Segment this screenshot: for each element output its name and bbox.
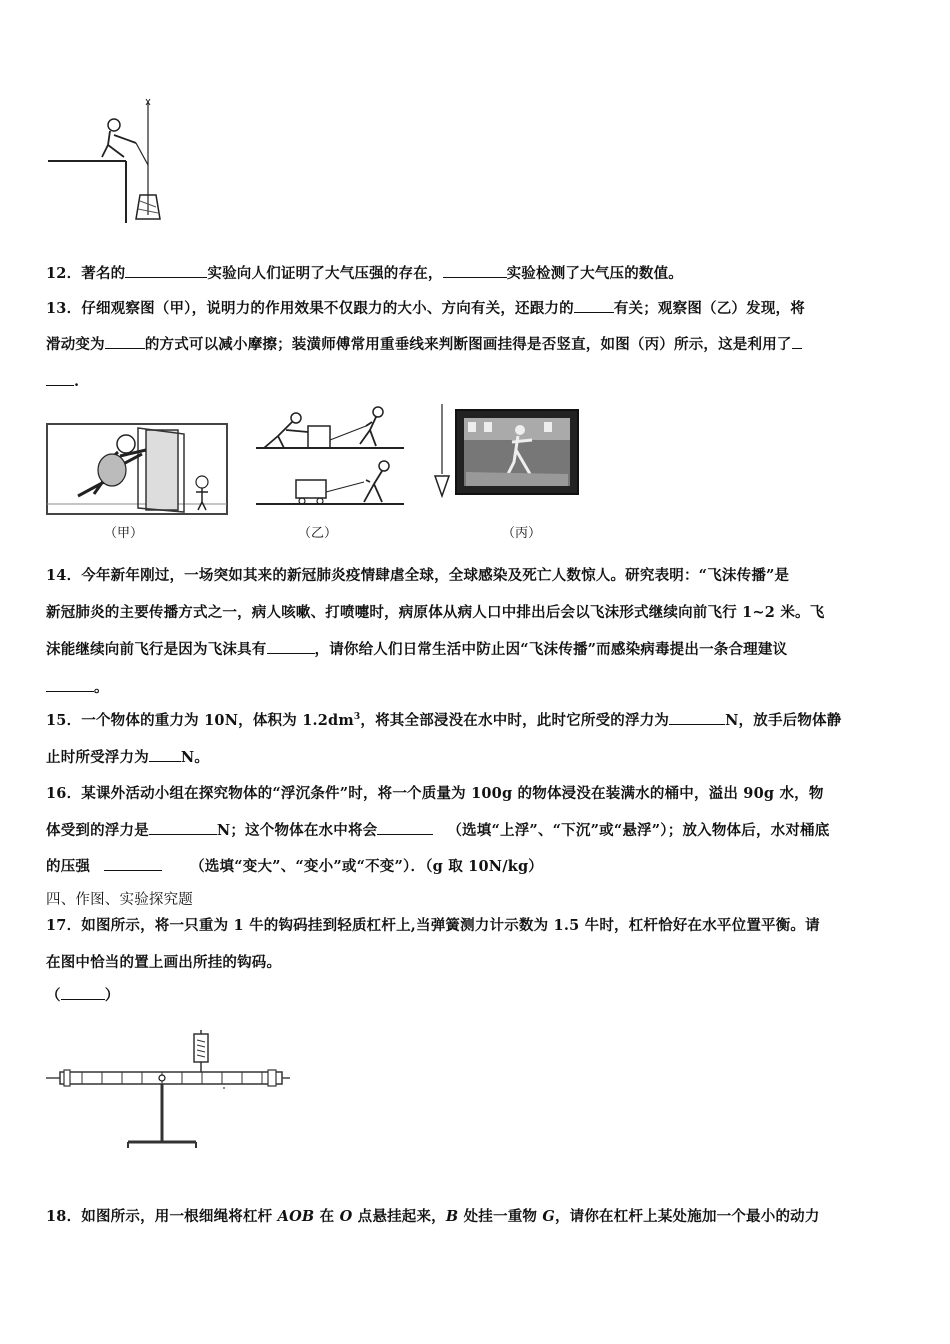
answer-blank[interactable] <box>792 333 802 349</box>
figure-caption: （甲） <box>104 526 144 541</box>
answer-blank[interactable] <box>377 819 433 835</box>
question-14-line-4: 。 <box>46 676 904 697</box>
question-16-line-3: 的压强 （选填“变大”、“变小”或“不变”）．（g 取 10N/kg） <box>46 855 904 876</box>
answer-blank[interactable] <box>267 638 315 654</box>
question-14-line-3: 沫能继续向前飞行是因为飞沫具有 ，请你给人们日常生活中防止因“飞沫传播”而感染病毒提出一条合理建议 <box>46 638 904 659</box>
question-17-line-2: 在图中恰当的置上画出所挂的钩码。 <box>46 954 282 971</box>
answer-blank[interactable] <box>443 262 507 278</box>
figure-caption: （丙） <box>502 526 542 541</box>
question-18-line-1: 18．如图所示，用一根细绳将杠杆 AOB 在 O 点悬挂起来，B 处挂一重物 G，请你在杠杆上某处施加一个最小的动力 <box>46 1208 820 1225</box>
question-15-line-2: 止时所受浮力为 N。 <box>46 746 904 767</box>
figure-caption: （乙） <box>298 526 338 541</box>
question-12: 12．著名的 实验向人们证明了大气压强的存在， 实验检测了大气压的数值。 <box>46 262 904 283</box>
answer-blank[interactable] <box>46 370 74 386</box>
question-13-line-3: . <box>46 370 904 390</box>
answer-blank[interactable] <box>125 262 207 278</box>
answer-blank[interactable] <box>46 676 94 692</box>
question-16-line-1: 16．某课外活动小组在探究物体的“浮沉条件”时，将一个质量为 100g 的物体浸没在装满水的桶中，溢出 90g 水，物 <box>46 785 824 802</box>
question-14-line-2: 新冠肺炎的主要传播方式之一，病人咳嗽、打喷嚏时，病原体从病人口中排出后会以飞沫形式继续向前飞行 1~2 米。飞 <box>46 604 825 621</box>
section-heading: 四、作图、实验探究题 <box>46 892 193 908</box>
answer-blank[interactable] <box>104 855 162 871</box>
figure-bing <box>432 404 582 541</box>
question-14-line-1: 14．今年新年刚过，一场突如其来的新冠肺炎疫情肆虐全球，全球感染及死亡人数惊人。研究表明：“飞沫传播”是 <box>46 567 790 584</box>
figure-yi <box>256 404 406 541</box>
answer-blank[interactable] <box>105 333 145 349</box>
pulley-figure <box>44 95 174 229</box>
answer-blank[interactable] <box>149 819 217 835</box>
question-13-line-2: 滑动变为 的方式可以减小摩擦；装潢师傅常用重垂线来判断图画挂得是否竖直，如图（丙）所示，这是利用了 <box>46 333 904 354</box>
question-16-line-2: 体受到的浮力是 N；这个物体在水中将会 （选填“上浮”、“下沉”或“悬浮”）；放入物体后，水对桶底 <box>46 819 904 840</box>
answer-blank[interactable] <box>61 984 105 1000</box>
question-17-line-1: 17．如图所示，将一只重为 1 牛的钩码挂到轻质杠杆上,当弹簧测力计示数为 1.5 牛时，杠杆恰好在水平位置平衡。请 <box>46 917 820 934</box>
answer-blank[interactable] <box>669 709 725 725</box>
answer-blank[interactable] <box>149 746 181 762</box>
lever-figure <box>44 1030 294 1166</box>
figure-jia <box>46 422 230 544</box>
answer-blank[interactable] <box>574 297 614 313</box>
question-13-line-1: 13．仔细观察图（甲），说明力的作用效果不仅跟力的大小、方向有关，还跟力的 有关；观察图（乙）发现，将 <box>46 297 904 318</box>
question-15-line-1: 15．一个物体的重力为 10N，体积为 $1.2dm^3$，将其全部浸没在水中时，此时它所受的浮力为 N，放手后物体静 <box>46 709 904 730</box>
question-17-answer: （ ） <box>46 984 904 1005</box>
